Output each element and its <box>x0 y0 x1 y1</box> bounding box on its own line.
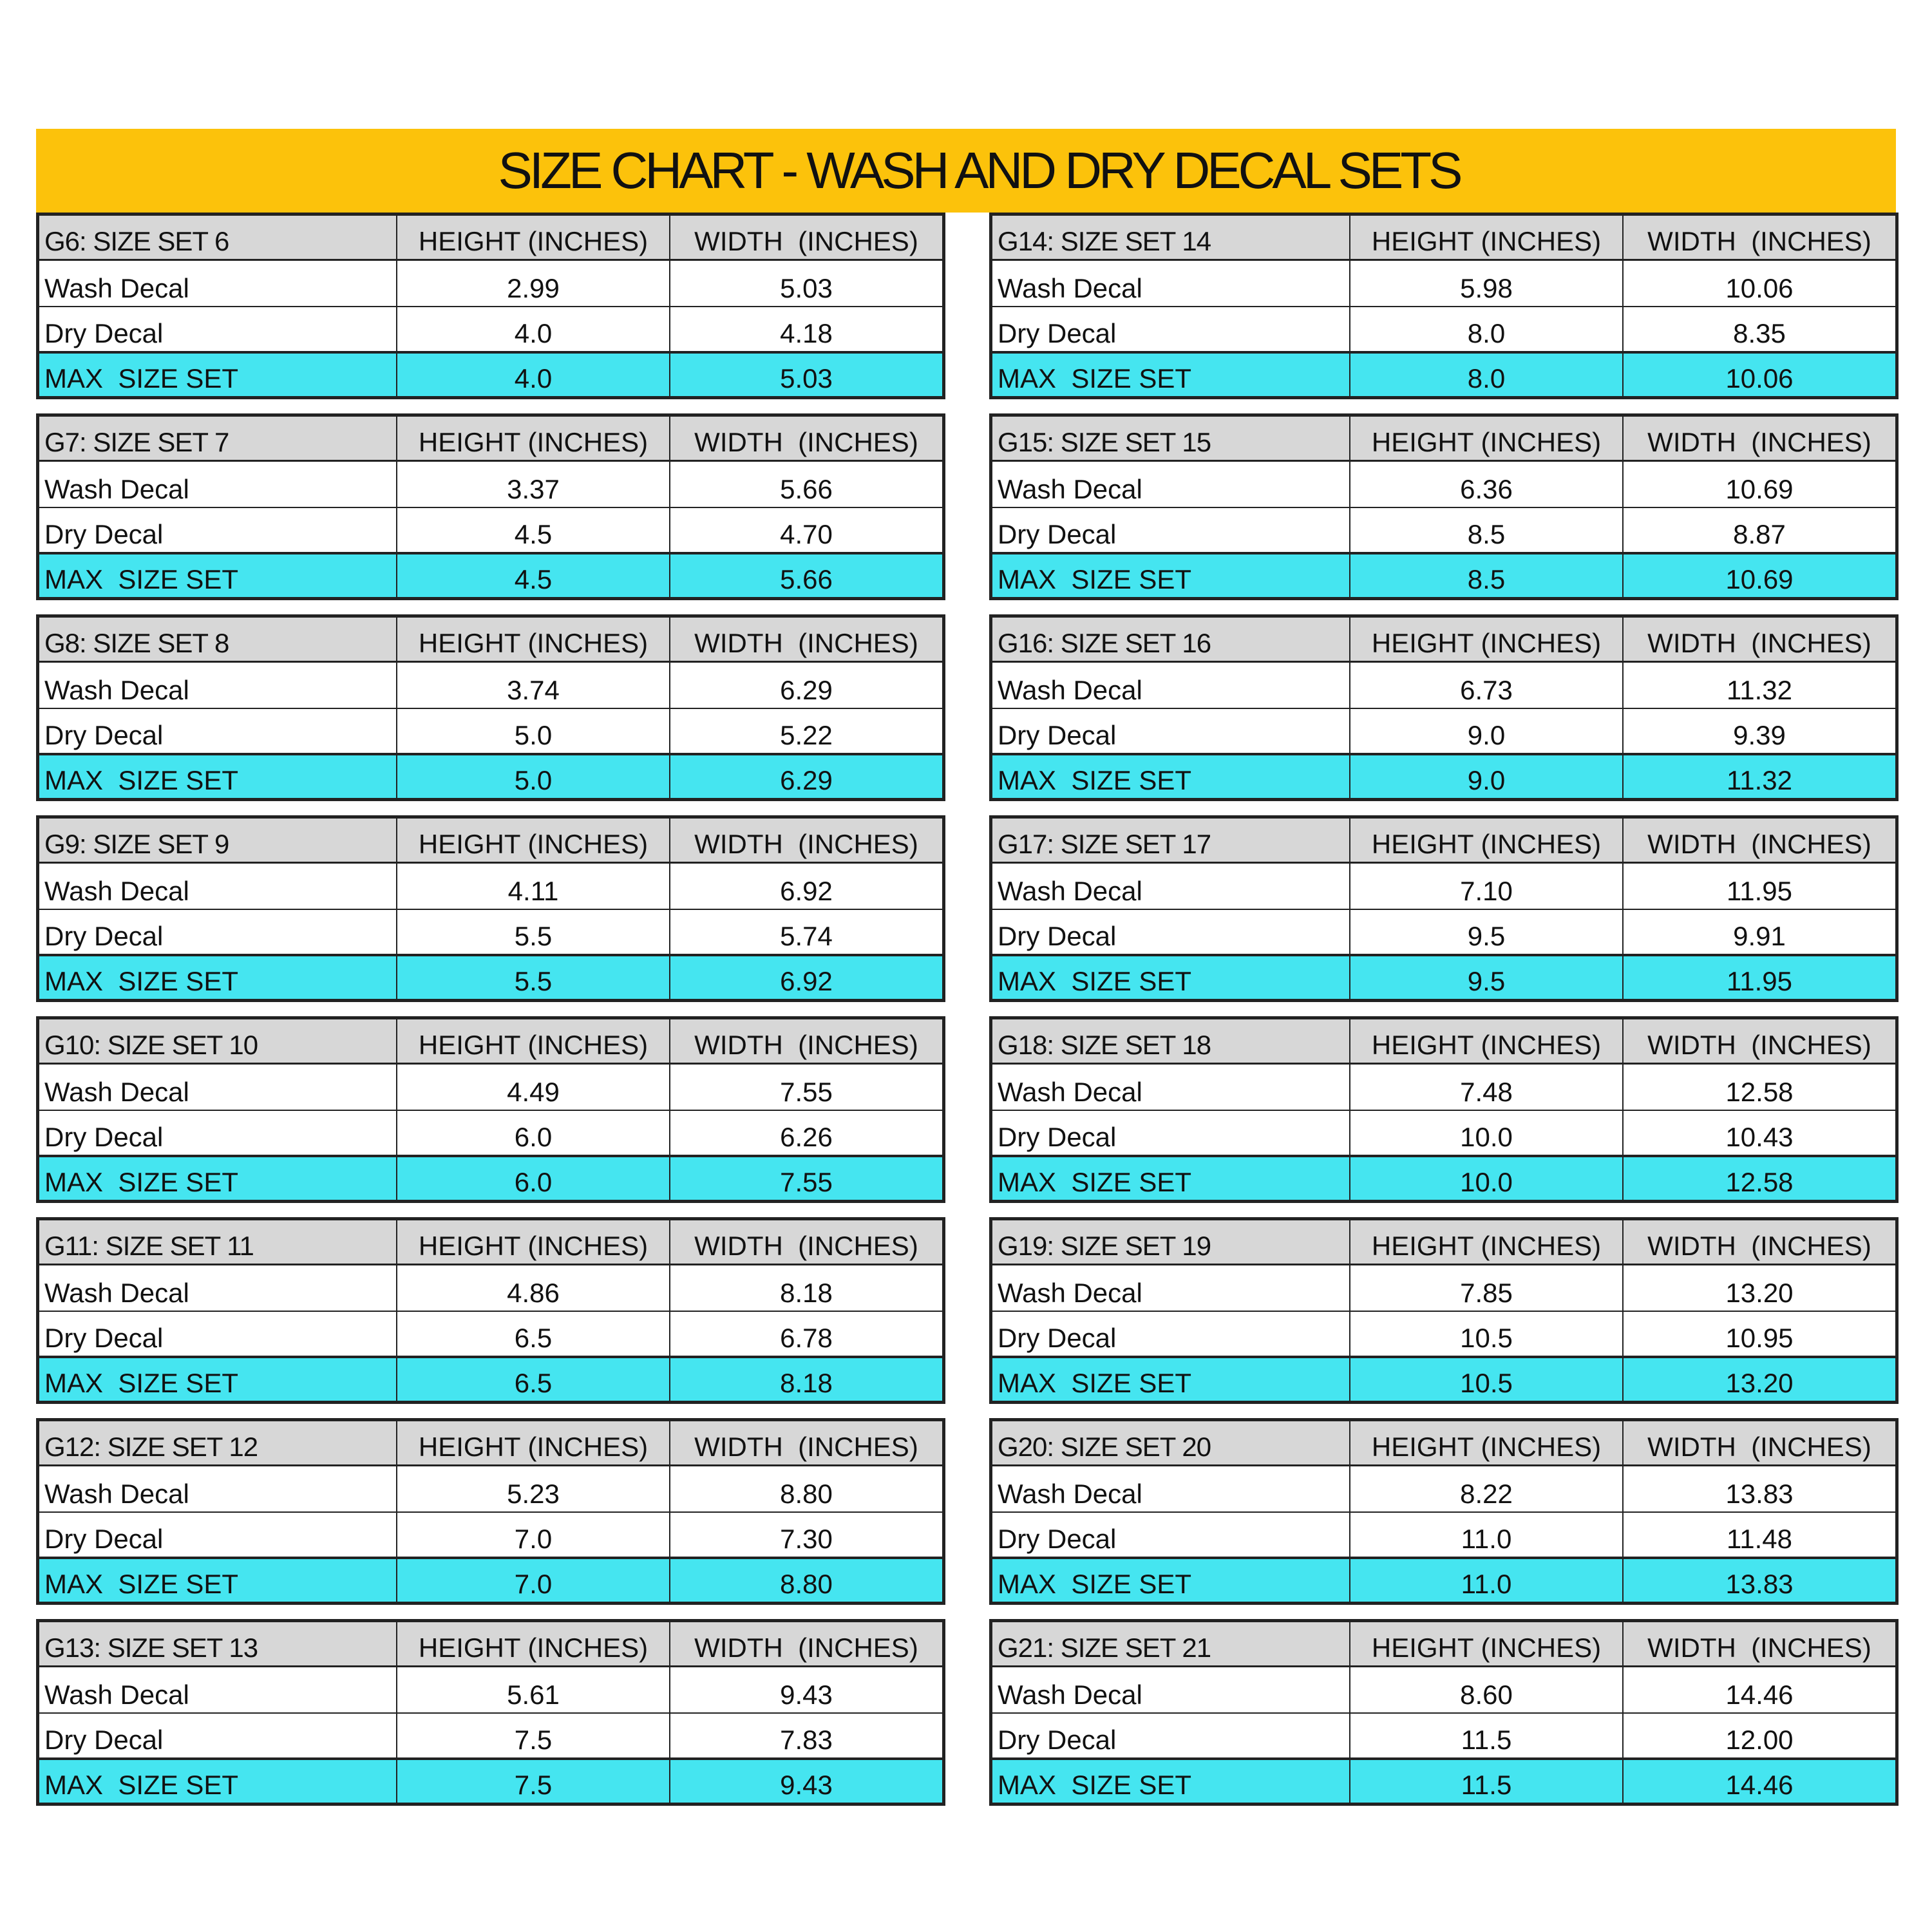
row-label: MAX SIZE SET <box>39 1358 397 1401</box>
left-column <box>36 213 945 1820</box>
table-header-row <box>992 417 1895 462</box>
size-set-table <box>989 815 1899 1002</box>
width-value: 9.39 <box>1733 720 1786 750</box>
size-set-table <box>36 815 945 1002</box>
set-name: G21: SIZE SET 21 <box>992 1622 1350 1665</box>
height-header: HEIGHT (INCHES) <box>397 417 670 460</box>
width-value: 6.29 <box>780 765 833 795</box>
wash-decal-row <box>992 261 1895 306</box>
wash-decal-row <box>39 1265 942 1311</box>
row-label: MAX SIZE SET <box>992 1559 1350 1602</box>
wash-decal-row <box>992 1667 1895 1712</box>
width-value: 8.18 <box>780 1278 833 1308</box>
row-label: Wash Decal <box>39 663 397 708</box>
row-label: Wash Decal <box>39 1667 397 1712</box>
height-value: 9.5 <box>1350 956 1624 999</box>
width-value: 7.30 <box>780 1524 833 1554</box>
dry-decal-row <box>39 1511 942 1557</box>
height-header: HEIGHT (INCHES) <box>397 819 670 862</box>
height-value: 7.0 <box>397 1513 670 1557</box>
height-value: 9.0 <box>1350 755 1624 798</box>
height-value: 9.5 <box>1350 910 1624 954</box>
row-label: Dry Decal <box>39 1312 397 1356</box>
width-value: 9.43 <box>780 1680 833 1710</box>
set-name: G9: SIZE SET 9 <box>39 819 397 862</box>
row-label: Wash Decal <box>39 1065 397 1110</box>
width-value: 5.66 <box>780 474 833 504</box>
height-value: 11.0 <box>1350 1559 1624 1602</box>
height-value: 4.5 <box>397 508 670 552</box>
height-value: 8.0 <box>1350 307 1624 351</box>
dry-decal-row <box>39 708 942 753</box>
height-value: 10.0 <box>1350 1111 1624 1155</box>
height-value: 6.5 <box>397 1312 670 1356</box>
width-value: 9.91 <box>1733 921 1786 951</box>
dry-decal-row <box>992 507 1895 552</box>
set-name: G15: SIZE SET 15 <box>992 417 1350 460</box>
height-value: 4.49 <box>397 1065 670 1110</box>
height-header: HEIGHT (INCHES) <box>397 1019 670 1063</box>
width-header: WIDTH (INCHES) <box>1647 1231 1871 1261</box>
dry-decal-row <box>992 909 1895 954</box>
max-size-row <box>992 552 1895 597</box>
width-header: WIDTH (INCHES) <box>1647 829 1871 859</box>
set-name: G11: SIZE SET 11 <box>39 1220 397 1264</box>
height-value: 10.5 <box>1350 1312 1624 1356</box>
table-header-row <box>992 618 1895 663</box>
height-value: 5.5 <box>397 910 670 954</box>
size-set-table <box>36 413 945 600</box>
height-value: 6.0 <box>397 1111 670 1155</box>
row-label: Dry Decal <box>39 307 397 351</box>
row-label: MAX SIZE SET <box>992 956 1350 999</box>
row-label: MAX SIZE SET <box>39 554 397 597</box>
height-value: 2.99 <box>397 261 670 306</box>
row-label: MAX SIZE SET <box>39 1157 397 1200</box>
max-size-row <box>992 1757 1895 1803</box>
row-label: MAX SIZE SET <box>992 554 1350 597</box>
width-value: 4.18 <box>780 318 833 348</box>
width-value: 5.22 <box>780 720 833 750</box>
width-value: 10.69 <box>1725 474 1794 504</box>
dry-decal-row <box>39 507 942 552</box>
wash-decal-row <box>992 1265 1895 1311</box>
height-value: 8.22 <box>1350 1466 1624 1511</box>
max-size-row <box>992 1356 1895 1401</box>
width-value: 11.32 <box>1727 765 1792 795</box>
width-value: 7.83 <box>780 1725 833 1755</box>
set-name: G12: SIZE SET 12 <box>39 1421 397 1464</box>
height-value: 4.5 <box>397 554 670 597</box>
height-header: HEIGHT (INCHES) <box>397 1220 670 1264</box>
row-label: Dry Decal <box>39 1111 397 1155</box>
row-label: Dry Decal <box>39 508 397 552</box>
height-value: 7.85 <box>1350 1265 1624 1311</box>
height-value: 3.74 <box>397 663 670 708</box>
height-value: 5.98 <box>1350 261 1624 306</box>
size-set-table <box>36 213 945 399</box>
width-value: 13.83 <box>1725 1479 1794 1509</box>
height-header: HEIGHT (INCHES) <box>1350 1019 1624 1063</box>
table-header-row <box>39 417 942 462</box>
row-label: MAX SIZE SET <box>39 755 397 798</box>
row-label: Dry Decal <box>39 1714 397 1757</box>
height-value: 7.48 <box>1350 1065 1624 1110</box>
table-header-row <box>992 819 1895 864</box>
set-name: G16: SIZE SET 16 <box>992 618 1350 661</box>
width-value: 8.18 <box>780 1368 833 1398</box>
width-header: WIDTH (INCHES) <box>694 226 918 256</box>
height-value: 11.5 <box>1350 1714 1624 1757</box>
table-header-row <box>992 1220 1895 1265</box>
dry-decal-row <box>39 1712 942 1757</box>
table-header-row <box>39 819 942 864</box>
height-value: 7.10 <box>1350 864 1624 909</box>
height-value: 6.36 <box>1350 462 1624 507</box>
max-size-row <box>992 954 1895 999</box>
width-value: 4.70 <box>780 519 833 549</box>
width-value: 6.92 <box>780 966 833 996</box>
height-value: 8.0 <box>1350 354 1624 396</box>
row-label: Dry Decal <box>39 709 397 753</box>
table-header-row <box>39 1421 942 1466</box>
row-label: Dry Decal <box>992 1312 1350 1356</box>
page-title: SIZE CHART - WASH AND DRY DECAL SETS <box>498 142 1460 199</box>
width-value: 11.32 <box>1727 675 1792 705</box>
row-label: MAX SIZE SET <box>39 1760 397 1803</box>
row-label: MAX SIZE SET <box>39 354 397 396</box>
dry-decal-row <box>39 1110 942 1155</box>
height-value: 7.5 <box>397 1760 670 1803</box>
row-label: MAX SIZE SET <box>992 1760 1350 1803</box>
table-header-row <box>992 216 1895 261</box>
table-header-row <box>992 1019 1895 1065</box>
row-label: Wash Decal <box>992 1265 1350 1311</box>
max-size-row <box>39 753 942 798</box>
size-set-table <box>989 614 1899 801</box>
width-value: 5.66 <box>780 564 833 594</box>
table-header-row <box>39 1019 942 1065</box>
height-value: 11.0 <box>1350 1513 1624 1557</box>
width-header: WIDTH (INCHES) <box>1647 1633 1871 1663</box>
wash-decal-row <box>39 1065 942 1110</box>
row-label: Wash Decal <box>992 1466 1350 1511</box>
wash-decal-row <box>992 462 1895 507</box>
dry-decal-row <box>992 1712 1895 1757</box>
width-value: 12.00 <box>1725 1725 1794 1755</box>
width-header: WIDTH (INCHES) <box>694 1432 918 1462</box>
height-value: 4.0 <box>397 354 670 396</box>
dry-decal-row <box>992 1511 1895 1557</box>
max-size-row <box>992 753 1895 798</box>
dry-decal-row <box>39 306 942 351</box>
width-value: 11.95 <box>1727 876 1792 906</box>
size-set-table <box>36 614 945 801</box>
dry-decal-row <box>39 909 942 954</box>
height-value: 6.5 <box>397 1358 670 1401</box>
height-value: 8.5 <box>1350 554 1624 597</box>
max-size-row <box>39 1356 942 1401</box>
width-header: WIDTH (INCHES) <box>694 427 918 457</box>
row-label: Wash Decal <box>992 462 1350 507</box>
max-size-row <box>39 954 942 999</box>
wash-decal-row <box>992 864 1895 909</box>
height-header: HEIGHT (INCHES) <box>397 1421 670 1464</box>
width-header: WIDTH (INCHES) <box>694 628 918 658</box>
width-value: 13.83 <box>1725 1569 1794 1599</box>
width-value: 8.80 <box>780 1569 833 1599</box>
row-label: Dry Decal <box>992 1714 1350 1757</box>
max-size-row <box>39 552 942 597</box>
width-header: WIDTH (INCHES) <box>1647 226 1871 256</box>
row-label: Dry Decal <box>992 307 1350 351</box>
dry-decal-row <box>992 306 1895 351</box>
right-column <box>989 213 1899 1820</box>
row-label: Dry Decal <box>39 1513 397 1557</box>
height-value: 7.0 <box>397 1559 670 1602</box>
height-header: HEIGHT (INCHES) <box>1350 819 1624 862</box>
height-value: 5.0 <box>397 755 670 798</box>
dry-decal-row <box>39 1311 942 1356</box>
width-header: WIDTH (INCHES) <box>694 1633 918 1663</box>
row-label: Wash Decal <box>39 462 397 507</box>
height-header: HEIGHT (INCHES) <box>1350 1421 1624 1464</box>
row-label: Dry Decal <box>992 910 1350 954</box>
table-header-row <box>992 1622 1895 1667</box>
height-value: 3.37 <box>397 462 670 507</box>
max-size-row <box>992 1155 1895 1200</box>
height-value: 5.0 <box>397 709 670 753</box>
set-name: G10: SIZE SET 10 <box>39 1019 397 1063</box>
height-value: 10.0 <box>1350 1157 1624 1200</box>
size-set-table <box>36 1418 945 1605</box>
size-set-table <box>989 1418 1899 1605</box>
size-set-table <box>36 1016 945 1203</box>
height-value: 8.60 <box>1350 1667 1624 1712</box>
wash-decal-row <box>992 663 1895 708</box>
wash-decal-row <box>39 261 942 306</box>
height-value: 11.5 <box>1350 1760 1624 1803</box>
max-size-row <box>39 1757 942 1803</box>
size-set-table <box>989 413 1899 600</box>
dry-decal-row <box>992 1110 1895 1155</box>
width-value: 8.87 <box>1733 519 1786 549</box>
table-header-row <box>39 1220 942 1265</box>
row-label: Dry Decal <box>992 1513 1350 1557</box>
row-label: Dry Decal <box>992 709 1350 753</box>
row-label: MAX SIZE SET <box>992 755 1350 798</box>
width-value: 6.78 <box>780 1323 833 1353</box>
max-size-row <box>992 351 1895 396</box>
max-size-row <box>39 351 942 396</box>
height-header: HEIGHT (INCHES) <box>1350 417 1624 460</box>
height-value: 5.61 <box>397 1667 670 1712</box>
width-value: 10.95 <box>1725 1323 1794 1353</box>
size-set-table <box>36 1619 945 1806</box>
width-header: WIDTH (INCHES) <box>1647 1432 1871 1462</box>
size-set-table <box>989 1217 1899 1404</box>
height-header: HEIGHT (INCHES) <box>1350 1220 1624 1264</box>
height-value: 5.5 <box>397 956 670 999</box>
set-name: G20: SIZE SET 20 <box>992 1421 1350 1464</box>
width-value: 7.55 <box>780 1077 833 1107</box>
width-value: 5.74 <box>780 921 833 951</box>
width-header: WIDTH (INCHES) <box>1647 1030 1871 1060</box>
max-size-row <box>39 1557 942 1602</box>
width-value: 5.03 <box>780 363 833 393</box>
width-value: 6.26 <box>780 1122 833 1152</box>
row-label: Wash Decal <box>992 663 1350 708</box>
max-size-row <box>992 1557 1895 1602</box>
row-label: Wash Decal <box>992 1065 1350 1110</box>
width-value: 10.43 <box>1725 1122 1794 1152</box>
set-name: G8: SIZE SET 8 <box>39 618 397 661</box>
width-value: 11.95 <box>1727 966 1792 996</box>
table-header-row <box>992 1421 1895 1466</box>
title-banner <box>36 129 1896 213</box>
dry-decal-row <box>992 708 1895 753</box>
row-label: Dry Decal <box>39 910 397 954</box>
row-label: MAX SIZE SET <box>39 956 397 999</box>
width-header: WIDTH (INCHES) <box>1647 628 1871 658</box>
width-value: 14.46 <box>1725 1680 1794 1710</box>
height-header: HEIGHT (INCHES) <box>397 1622 670 1665</box>
width-value: 14.46 <box>1725 1770 1794 1800</box>
row-label: MAX SIZE SET <box>992 1157 1350 1200</box>
size-set-table <box>989 213 1899 399</box>
row-label: Wash Decal <box>992 261 1350 306</box>
height-value: 9.0 <box>1350 709 1624 753</box>
table-header-row <box>39 216 942 261</box>
height-value: 8.5 <box>1350 508 1624 552</box>
width-value: 11.48 <box>1727 1524 1792 1554</box>
max-size-row <box>39 1155 942 1200</box>
row-label: MAX SIZE SET <box>992 354 1350 396</box>
width-value: 5.03 <box>780 273 833 303</box>
wash-decal-row <box>39 1466 942 1511</box>
height-header: HEIGHT (INCHES) <box>1350 216 1624 259</box>
height-value: 4.11 <box>397 864 670 909</box>
set-name: G14: SIZE SET 14 <box>992 216 1350 259</box>
height-value: 7.5 <box>397 1714 670 1757</box>
width-header: WIDTH (INCHES) <box>1647 427 1871 457</box>
height-value: 10.5 <box>1350 1358 1624 1401</box>
width-value: 10.69 <box>1725 564 1794 594</box>
width-value: 6.29 <box>780 675 833 705</box>
row-label: MAX SIZE SET <box>39 1559 397 1602</box>
width-value: 13.20 <box>1725 1278 1794 1308</box>
width-value: 10.06 <box>1725 363 1794 393</box>
row-label: MAX SIZE SET <box>992 1358 1350 1401</box>
wash-decal-row <box>992 1466 1895 1511</box>
wash-decal-row <box>39 663 942 708</box>
height-header: HEIGHT (INCHES) <box>1350 1622 1624 1665</box>
wash-decal-row <box>39 1667 942 1712</box>
set-name: G17: SIZE SET 17 <box>992 819 1350 862</box>
height-value: 4.86 <box>397 1265 670 1311</box>
width-value: 6.92 <box>780 876 833 906</box>
set-name: G19: SIZE SET 19 <box>992 1220 1350 1264</box>
row-label: Wash Decal <box>39 1466 397 1511</box>
row-label: Dry Decal <box>992 508 1350 552</box>
width-header: WIDTH (INCHES) <box>694 1030 918 1060</box>
height-value: 6.73 <box>1350 663 1624 708</box>
width-header: WIDTH (INCHES) <box>694 1231 918 1261</box>
row-label: Dry Decal <box>992 1111 1350 1155</box>
height-value: 5.23 <box>397 1466 670 1511</box>
width-value: 7.55 <box>780 1167 833 1197</box>
wash-decal-row <box>39 462 942 507</box>
width-value: 8.80 <box>780 1479 833 1509</box>
width-value: 9.43 <box>780 1770 833 1800</box>
size-set-table <box>989 1016 1899 1203</box>
table-header-row <box>39 618 942 663</box>
width-value: 8.35 <box>1733 318 1786 348</box>
width-value: 13.20 <box>1725 1368 1794 1398</box>
row-label: Wash Decal <box>992 1667 1350 1712</box>
row-label: Wash Decal <box>39 261 397 306</box>
width-value: 12.58 <box>1725 1167 1794 1197</box>
width-value: 12.58 <box>1725 1077 1794 1107</box>
wash-decal-row <box>39 864 942 909</box>
width-header: WIDTH (INCHES) <box>694 829 918 859</box>
height-header: HEIGHT (INCHES) <box>397 618 670 661</box>
height-header: HEIGHT (INCHES) <box>397 216 670 259</box>
dry-decal-row <box>992 1311 1895 1356</box>
height-value: 4.0 <box>397 307 670 351</box>
height-value: 6.0 <box>397 1157 670 1200</box>
row-label: Wash Decal <box>39 1265 397 1311</box>
row-label: Wash Decal <box>992 864 1350 909</box>
wash-decal-row <box>992 1065 1895 1110</box>
set-name: G18: SIZE SET 18 <box>992 1019 1350 1063</box>
table-header-row <box>39 1622 942 1667</box>
set-name: G13: SIZE SET 13 <box>39 1622 397 1665</box>
size-set-table <box>989 1619 1899 1806</box>
row-label: Wash Decal <box>39 864 397 909</box>
set-name: G7: SIZE SET 7 <box>39 417 397 460</box>
height-header: HEIGHT (INCHES) <box>1350 618 1624 661</box>
size-set-table <box>36 1217 945 1404</box>
width-value: 10.06 <box>1725 273 1794 303</box>
set-name: G6: SIZE SET 6 <box>39 216 397 259</box>
